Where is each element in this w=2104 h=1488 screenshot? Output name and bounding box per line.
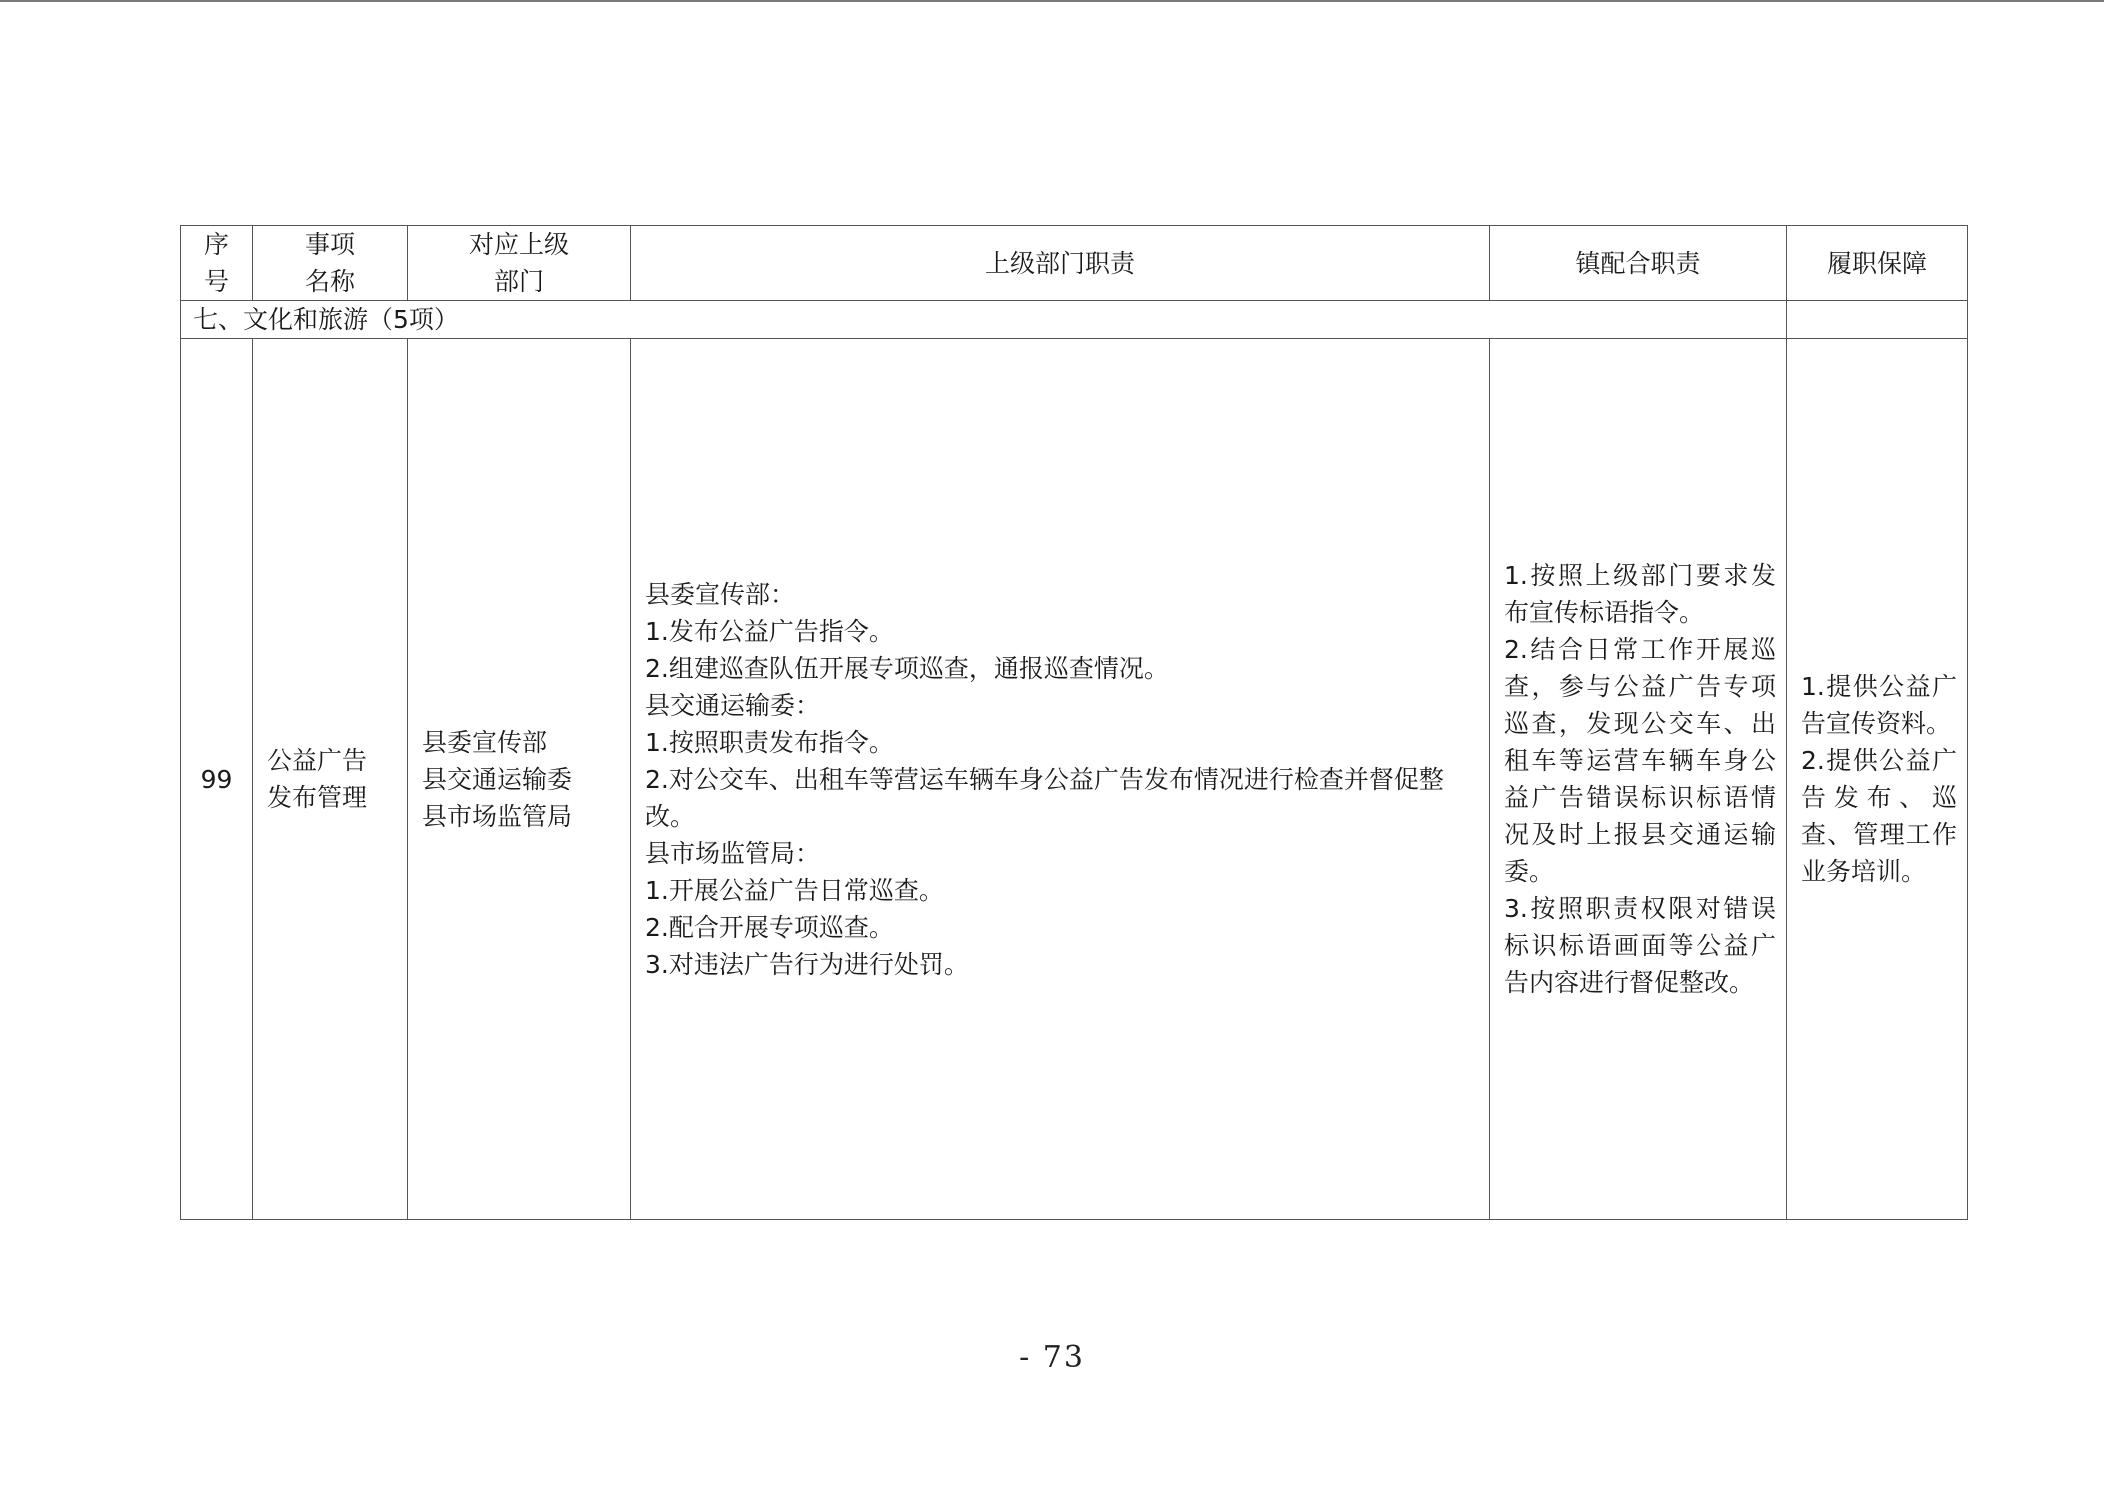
coop-item: 1.按照上级部门要求发布宣传标语指令。: [1504, 561, 1776, 627]
header-item-name: [253, 226, 408, 301]
row-guarantees: [1787, 339, 1968, 1220]
row-superior-duties: [631, 339, 1490, 1220]
header-item-name-line: 事项: [304, 230, 355, 259]
table-row: [181, 339, 1968, 1220]
row-superior-depts: [408, 339, 631, 1220]
row-item-name: [253, 339, 408, 1220]
page-number: - 73: [1019, 1340, 1085, 1375]
coop-item: 2.结合日常工作开展巡查，参与公益广告专项巡查，发现公交车、出租车等运营车辆车身公益广告错误标识标语情况及时上报县交通运输委。: [1504, 635, 1776, 886]
header-seq-line: 号: [203, 267, 229, 296]
coop-item: 3.按照职责权限对错误标识标语画面等公益广告内容进行督促整改。: [1504, 894, 1776, 997]
page-top-border: [0, 0, 2104, 2]
guarantee-item: 1.提供公益广告宣传资料。: [1801, 672, 1957, 738]
row-town-coop-duties: [1490, 339, 1787, 1220]
category-label: 七、文化和旅游（5项）: [181, 301, 1787, 339]
duty-line: 2.组建巡查队伍开展专项巡查，通报巡查情况。: [645, 653, 1169, 683]
header-superior-duty: 上级部门职责: [631, 226, 1490, 301]
header-seq-line: 序: [203, 230, 229, 259]
dept-item: 县交通运输委: [422, 764, 573, 794]
category-row: [181, 301, 1968, 339]
duty-line: 3.对违法广告行为进行处罚。: [645, 949, 969, 979]
duty-table: [180, 225, 1968, 1220]
header-superior-dept-line: 对应上级: [468, 230, 569, 259]
row-item-name-line: 公益广告: [267, 746, 368, 775]
duty-line: 1.按照职责发布指令。: [645, 727, 894, 757]
duty-line: 1.发布公益广告指令。: [645, 616, 894, 646]
header-item-name-line: 名称: [304, 267, 355, 296]
duty-line: 2.对公交车、出租车等营运车辆车身公益广告发布情况进行检查并督促整改。: [645, 764, 1444, 831]
row-seq: 99: [181, 339, 253, 1220]
dept-item: 县市场监管局: [422, 801, 573, 831]
header-seq: [181, 226, 253, 301]
header-superior-dept-line: 部门: [493, 267, 544, 296]
duty-line: 1.开展公益广告日常巡查。: [645, 875, 944, 905]
header-town-coop-duty: 镇配合职责: [1490, 226, 1787, 301]
dept-item: 县委宣传部: [422, 727, 548, 757]
header-guarantee: 履职保障: [1787, 226, 1968, 301]
row-item-name-line: 发布管理: [267, 783, 368, 812]
duty-line: 2.配合开展专项巡查。: [645, 912, 894, 942]
duty-line: 县委宣传部：: [645, 579, 796, 609]
category-empty-cell: [1787, 301, 1968, 339]
duty-line: 县市场监管局：: [645, 838, 821, 868]
table-header-row: [181, 226, 1968, 301]
duty-line: 县交通运输委：: [645, 690, 821, 720]
guarantee-item: 2.提供公益广告发布、巡查、管理工作业务培训。: [1801, 746, 1957, 886]
header-superior-dept: [408, 226, 631, 301]
